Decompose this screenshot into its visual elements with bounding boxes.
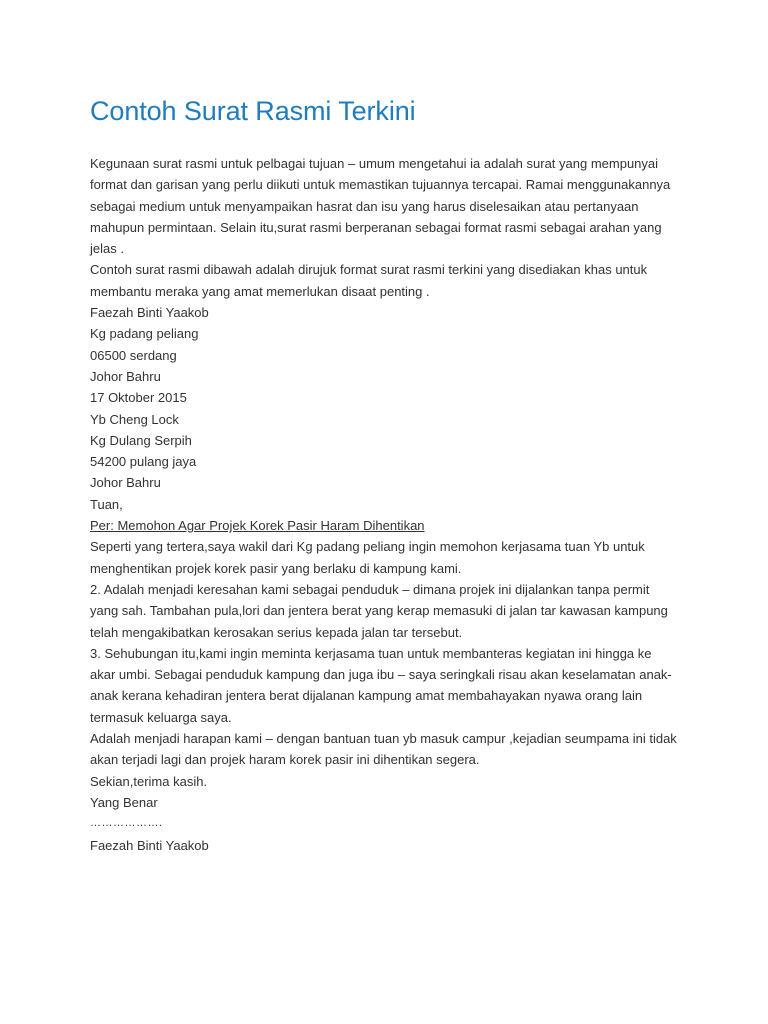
body-paragraph-4: Adalah menjadi harapan kami – dengan bantuan tuan yb masuk campur ,kejadian seumpama ini tidak akan terjadi lagi dan projek haram korek pasir ini dihentikan segera.: [90, 731, 677, 768]
letter-subject: Per: Memohon Agar Projek Korek Pasir Haram Dihentikan: [90, 518, 425, 534]
recipient-address-line-3: Johor Bahru: [90, 475, 161, 491]
sender-address-line-1: Kg padang peliang: [90, 326, 199, 342]
body-paragraph-3: 3. Sehubungan itu,kami ingin meminta kerjasama tuan untuk membanteras kegiatan ini hingga ke akar umbi. Sebagai penduduk kampung dan juga ibu – saya seringkali risau akan keselamatan anak-anak kerana kehadiran jentera berat dijalanan kampung amat membahayakan nyawa orang lain termasuk keluarga saya.: [90, 645, 672, 725]
closing-line: Sekian,terima kasih.: [90, 773, 208, 789]
document-page: [90, 92, 680, 856]
sign-off: Yang Benar: [90, 794, 158, 810]
sender-address-line-2: 06500 serdang: [90, 347, 177, 363]
sender-address-line-3: Johor Bahru: [90, 368, 161, 384]
salutation: Tuan,: [90, 496, 123, 512]
signature-name: Faezah Binti Yaakob: [90, 837, 209, 853]
recipient-address-line-2: 54200 pulang jaya: [90, 454, 197, 470]
body-paragraph-2: 2. Adalah menjadi keresahan kami sebagai penduduk – dimana projek ini dijalankan tanpa permit yang sah. Tambahan pula,lori dan jentera berat yang kerap memasuki di jalan tar kawasan kampung telah mengakibatkan kerosakan serius kepada jalan tar tersebut.: [90, 581, 668, 640]
signature-line: ……………….: [90, 817, 163, 830]
page-title: Contoh Surat Rasmi Terkini: [90, 96, 416, 126]
intro-paragraph-2: Contoh surat rasmi dibawah adalah dirujuk format surat rasmi terkini yang disediakan khas untuk membantu meraka yang amat memerlukan disaat penting .: [90, 262, 648, 299]
recipient-address-line-1: Kg Dulang Serpih: [90, 432, 192, 448]
letter-date: 17 Oktober 2015: [90, 390, 187, 406]
letter-body: [90, 153, 680, 856]
intro-paragraph-1: Kegunaan surat rasmi untuk pelbagai tujuan – umum mengetahui ia adalah surat yang mempunyai format dan garisan yang perlu diikuti untuk memastikan tujuannya tercapai. Ramai menggunakannya sebagai medium untuk menyampaikan hasrat dan isu yang harus diselesaikan atau pertanyaan mahupun permintaan. Selain itu,surat rasmi berperanan sebagai format rasmi sebagai arahan yang jelas .: [90, 156, 671, 257]
body-paragraph-1: Seperti yang tertera,saya wakil dari Kg padang peliang ingin memohon kerjasama tuan Yb untuk menghentikan projek korek pasir yang berlaku di kampung kami.: [90, 539, 645, 576]
sender-name: Faezah Binti Yaakob: [90, 305, 209, 321]
recipient-name: Yb Cheng Lock: [90, 411, 179, 427]
